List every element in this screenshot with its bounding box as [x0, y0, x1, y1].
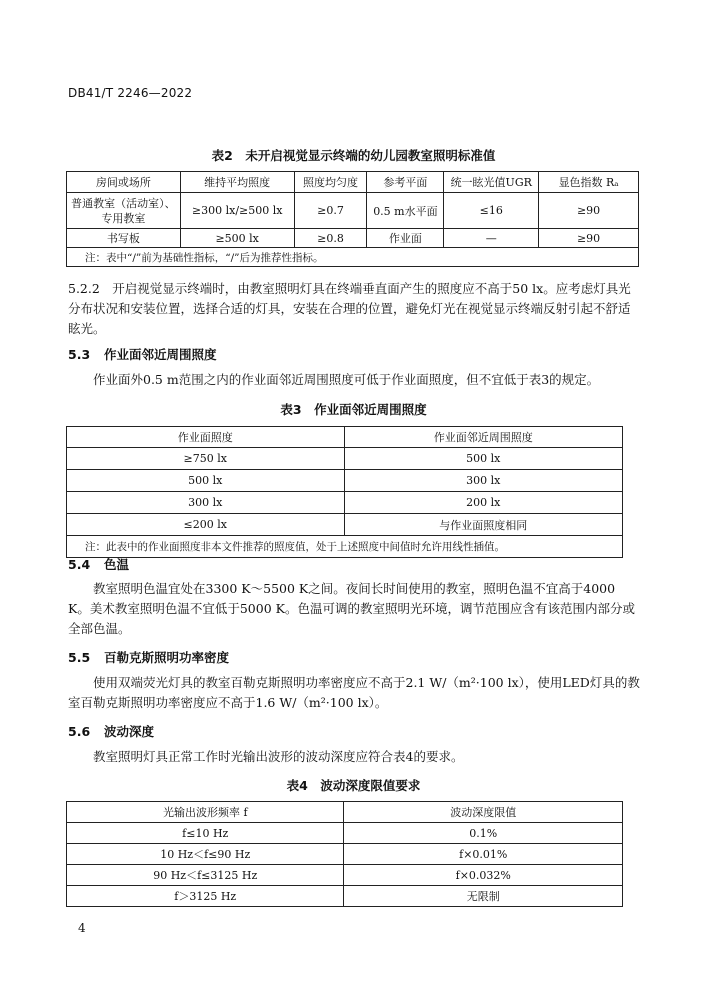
table4-header-cell: 波动深度限值 [344, 802, 623, 823]
table2-header-row [67, 172, 639, 193]
table4-cell: f≤10 Hz [67, 823, 344, 844]
table-row [67, 193, 639, 229]
table2-cell: ≥0.8 [294, 229, 367, 248]
paragraph-5-3: 作业面外0.5 m范围之内的作业面邻近周围照度可低于作业面照度，但不宜低于表3的规定。 [93, 372, 600, 387]
table3-note-row [67, 536, 623, 558]
table-row [67, 229, 639, 248]
table-row [67, 492, 623, 514]
section-heading-5-6 [68, 722, 154, 740]
paragraph-5-6: 教室照明灯具正常工作时光输出波形的波动深度应符合表4的要求。 [93, 749, 464, 764]
table2-cell: ≥90 [539, 229, 639, 248]
table2-cell: 书写板 [67, 229, 181, 248]
table2-cell: 作业面 [367, 229, 444, 248]
table2-header-cell: 照度均匀度 [294, 172, 367, 193]
table-row [67, 844, 623, 865]
table3-header-cell: 作业面邻近周围照度 [344, 427, 623, 448]
section-heading-5-3 [68, 345, 217, 363]
section-number: 5.4 [68, 557, 91, 572]
section-heading-5-4 [68, 555, 129, 573]
table3 [66, 426, 623, 558]
table-row [67, 823, 623, 844]
table-row [67, 448, 623, 470]
table2-cell: ≥500 lx [180, 229, 294, 248]
table3-cell: ≥750 lx [67, 448, 345, 470]
table2-cell: ≥90 [539, 193, 639, 229]
table4-cell: 90 Hz＜f≤3125 Hz [67, 865, 344, 886]
table2-header-cell: 维持平均照度 [180, 172, 294, 193]
table3-header-cell: 作业面照度 [67, 427, 345, 448]
paragraph-5-5-text: 使用双端荧光灯具的教室百勒克斯照明功率密度应不高于2.1 W/（m²·100 lx），使用LED灯具的教室百勒克斯照明功率密度应不高于1.6 W/（m²·100 lx）。 [68, 675, 640, 710]
table2-header-cell: 显色指数 Rₐ [539, 172, 639, 193]
table3-cell: 300 lx [344, 470, 623, 492]
table3-header-row [67, 427, 623, 448]
table2-note: 注：表中“/”前为基础性指标，“/”后为推荐性指标。 [67, 248, 639, 267]
document-id-header: DB41/T 2246—2022 [68, 86, 193, 100]
table2-cell: 0.5 m水平面 [367, 193, 444, 229]
section-heading-5-5 [68, 648, 229, 666]
table2-caption: 表2 未开启视觉显示终端的幼儿园教室照明标准值 [211, 148, 496, 163]
paragraph-5-4: 教室照明色温宜处在3300 K～5500 K之间。夜间长时间使用的教室，照明色温不宜高于4000 K。美术教室照明色温不宜低于5000 K。色温可调的教室照明光环境，调节范围应含有该范围内部分或全部色温。 [68, 581, 635, 636]
table2-cell: ≥300 lx/≥500 lx [180, 193, 294, 229]
table2-cell: — [444, 229, 539, 248]
section-number: 5.5 [68, 650, 91, 665]
page-number: 4 [78, 921, 86, 935]
table4-caption: 表4 波动深度限值要求 [286, 778, 421, 793]
table2-cell: ≥0.7 [294, 193, 367, 229]
table2-header-cell: 参考平面 [367, 172, 444, 193]
table3-caption: 表3 作业面邻近周围照度 [280, 402, 427, 417]
table2-header-cell: 统一眩光值UGR [444, 172, 539, 193]
paragraph-5-2-2: 5.2.2 开启视觉显示终端时，由教室照明灯具在终端垂直面产生的照度应不高于50 lx。应考虑灯具光分布状况和安装位置，选择合适的灯具，安装在合理的位置，避免灯光在视觉显示终端反射引起不舒适眩光。 [68, 281, 631, 336]
paragraph-5-5 [68, 673, 640, 713]
table4-header-row [67, 802, 623, 823]
table-row [67, 886, 623, 907]
table-row [67, 865, 623, 886]
section-title: 作业面邻近周围照度 [104, 347, 217, 362]
table2-header-cell: 房间或场所 [67, 172, 181, 193]
table3-cell: 与作业面照度相同 [344, 514, 623, 536]
table3-cell: 200 lx [344, 492, 623, 514]
section-number: 5.3 [68, 347, 91, 362]
table2 [66, 171, 639, 267]
table4-cell: f×0.01% [344, 844, 623, 865]
table3-cell: 500 lx [67, 470, 345, 492]
table3-note: 注：此表中的作业面照度非本文件推荐的照度值，处于上述照度中间值时允许用线性插值。 [67, 536, 623, 558]
section-number: 5.6 [68, 724, 91, 739]
table4-header-cell: 光输出波形频率 f [67, 802, 344, 823]
table4-cell: 10 Hz＜f≤90 Hz [67, 844, 344, 865]
section-title: 色温 [104, 557, 130, 572]
section-title: 百勒克斯照明功率密度 [104, 650, 230, 665]
table-row [67, 514, 623, 536]
table4-cell: 无限制 [344, 886, 623, 907]
table-row [67, 470, 623, 492]
table3-cell: 300 lx [67, 492, 345, 514]
table3-cell: ≤200 lx [67, 514, 345, 536]
table3-cell: 500 lx [344, 448, 623, 470]
table4-cell: f×0.032% [344, 865, 623, 886]
table2-note-row [67, 248, 639, 267]
table4-cell: 0.1% [344, 823, 623, 844]
section-title: 波动深度 [104, 724, 155, 739]
table2-cell: ≤16 [444, 193, 539, 229]
table4-cell: f＞3125 Hz [67, 886, 344, 907]
table2-cell: 普通教室（活动室）、专用教室 [67, 193, 181, 229]
table4 [66, 801, 623, 907]
